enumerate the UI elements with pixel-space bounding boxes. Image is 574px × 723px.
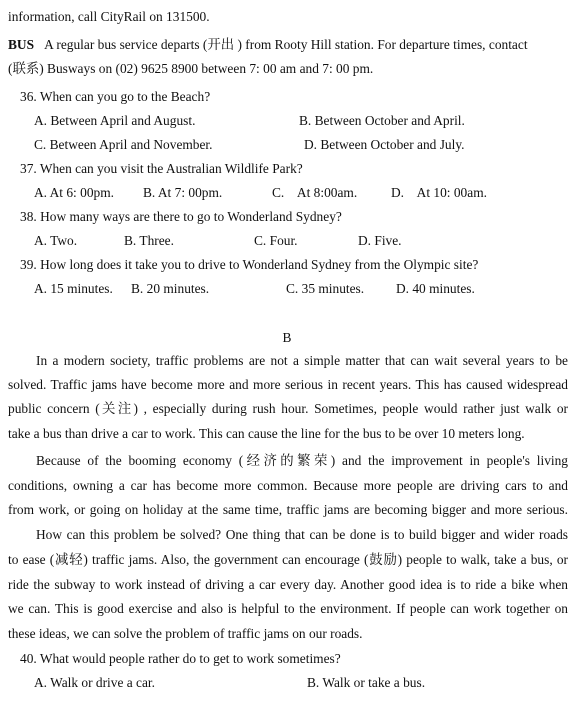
p2-line-1: Because of the booming economy (经济的繁荣) and the improvement in people's living (36, 453, 568, 468)
p1-line-2: solved. Traffic jams have become more and more serious in recent years. This has caused widespread (8, 377, 568, 392)
p3-line-3: ride the subway to work instead of driving a car every day. Another good idea is to ride a bike when (8, 577, 568, 592)
p2-line-3: from work, or going on holiday at the same time, traffic jams are becoming bigger and more serious. (8, 502, 568, 517)
p1-line-4: take a bus than drive a car to work. This can cause the line for the bus to be over 10 meters long. (8, 426, 525, 441)
question-40-stem: 40. What would people rather do to get to work sometimes? (20, 651, 341, 666)
p1-line-1: In a modern society, traffic problems are not a simple matter that can wait several years to be (36, 353, 568, 368)
question-37-stem: 37. When can you visit the Australian Wildlife Park? (20, 161, 303, 176)
question-36-stem: 36. When can you go to the Beach? (20, 89, 211, 104)
q39-option-c: C. 35 minutes. (286, 281, 365, 296)
q37-option-c: C. At 8:00am. (272, 185, 358, 200)
q36-option-a: A. Between April and August. (34, 113, 196, 128)
q37-option-b: B. At 7: 00pm. (143, 185, 223, 200)
q36-option-d: D. Between October and July. (304, 137, 465, 152)
bus-text-1: A regular bus service departs (开出 ) from Rooty Hill station. For departure times, contact (44, 37, 528, 52)
p3-line-4: we can. This is good exercise and also is helpful to the environment. If people can work together on (8, 601, 568, 616)
q38-option-a: A. Two. (34, 233, 78, 248)
bus-line-1 (8, 37, 528, 53)
q39-option-d: D. 40 minutes. (396, 281, 475, 296)
q40-option-a: A. Walk or drive a car. (34, 675, 156, 690)
p1-line-3: public concern (关注) , especially during rush hour. Sometimes, people would rather just walk or (8, 401, 568, 416)
q37-option-a: A. At 6: 00pm. (34, 185, 114, 200)
q39-option-a: A. 15 minutes. (34, 281, 113, 296)
q38-option-b: B. Three. (124, 233, 174, 248)
p3-line-2: to ease (减轻) traffic jams. Also, the government can encourage (鼓励) people to walk, take a bus, or (8, 552, 568, 567)
q39-option-b: B. 20 minutes. (131, 281, 210, 296)
q36-option-b: B. Between October and April. (299, 113, 465, 128)
intro-line: information, call CityRail on 131500. (8, 9, 210, 24)
section-heading-b: B (282, 330, 292, 345)
question-39-stem: 39. How long does it take you to drive to Wonderland Sydney from the Olympic site? (20, 257, 479, 272)
question-38-stem: 38. How many ways are there to go to Wonderland Sydney? (20, 209, 342, 224)
p2-line-2: conditions, owning a car has become more common. Because more people are driving cars to and (8, 478, 568, 493)
q37-option-d: D. At 10: 00am. (391, 185, 487, 200)
bus-line-2: (联系) Busways on (02) 9625 8900 between 7: 00 am and 7: 00 pm. (8, 61, 374, 76)
q36-option-c: C. Between April and November. (34, 137, 213, 152)
bus-label: BUS (8, 37, 35, 52)
q38-option-c: C. Four. (254, 233, 298, 248)
q40-option-b: B. Walk or take a bus. (307, 675, 426, 690)
p3-line-5: these ideas, we can solve the problem of traffic jams on our roads. (8, 626, 363, 641)
p3-line-1: How can this problem be solved? One thing that can be done is to build bigger and wider roads (36, 527, 568, 542)
q38-option-d: D. Five. (358, 233, 402, 248)
